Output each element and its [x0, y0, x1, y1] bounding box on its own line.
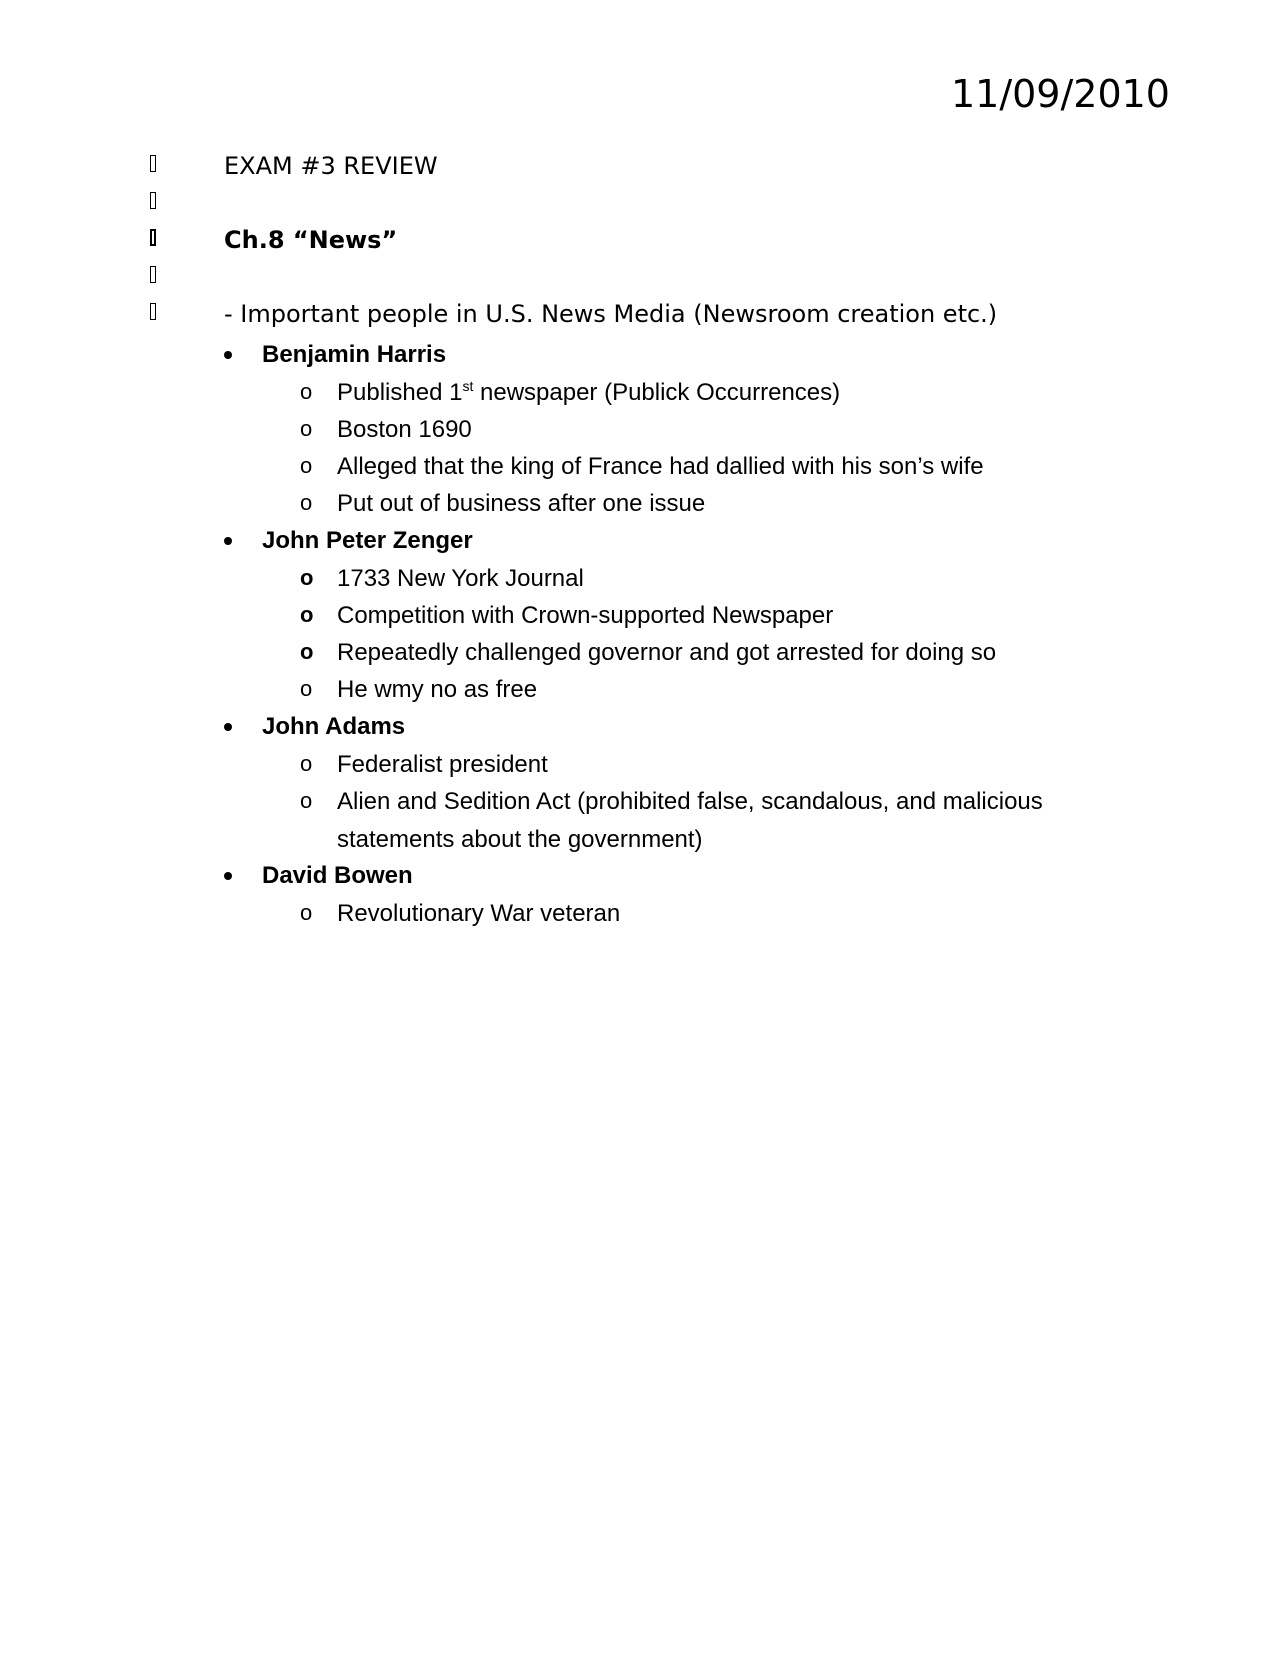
- circle-bullet-icon: o: [300, 565, 314, 590]
- outline-line-chapter: [0, 222, 1280, 258]
- list-item-text: Boston 1690: [337, 416, 472, 443]
- box-marker-icon: [150, 229, 156, 246]
- outline-line-empty: [0, 259, 1280, 295]
- bullet-icon: [224, 537, 232, 545]
- exam-title: EXAM #3 REVIEW: [224, 152, 438, 180]
- list-item-text: Put out of business after one issue: [337, 490, 706, 517]
- circle-bullet-icon: o: [300, 379, 313, 404]
- circle-bullet-icon: o: [300, 751, 313, 776]
- list-item-text: 1733 New York Journal: [337, 565, 584, 592]
- list-item-text: Federalist president: [337, 751, 548, 778]
- person-name: John Adams: [262, 713, 406, 740]
- circle-bullet-icon: o: [300, 490, 313, 515]
- list-item-text: Published 1st newspaper (Publick Occurrences): [337, 378, 841, 406]
- list-item-text: He wmy no as free: [337, 676, 538, 703]
- person-name: Benjamin Harris: [262, 341, 447, 368]
- document-date: 11/09/2010: [950, 72, 1170, 116]
- list-item-text: Repeatedly challenged governor and got arrested for doing so: [337, 639, 997, 666]
- box-marker-icon: [150, 266, 156, 283]
- topic-line: - Important people in U.S. News Media (Newsroom creation etc.): [224, 300, 998, 328]
- list-item-text: Revolutionary War veteran: [337, 900, 621, 927]
- bullet-icon: [224, 723, 232, 731]
- chapter-heading: Ch.8 “News”: [224, 226, 398, 254]
- outline-line-topic: [0, 296, 1280, 332]
- circle-bullet-icon: o: [300, 900, 313, 925]
- circle-bullet-icon: o: [300, 416, 313, 441]
- circle-bullet-icon: o: [300, 602, 314, 627]
- list-item-text: Alien and Sedition Act (prohibited false, scandalous, and malicious statements about the government): [337, 788, 1043, 853]
- box-marker-icon: [150, 303, 156, 320]
- circle-bullet-icon: o: [300, 788, 313, 813]
- box-marker-icon: [150, 155, 156, 172]
- person-name: John Peter Zenger: [262, 527, 473, 554]
- box-marker-icon: [150, 192, 156, 209]
- outline-line-empty: [0, 185, 1280, 221]
- circle-bullet-icon: o: [300, 453, 313, 478]
- circle-bullet-icon: o: [300, 676, 313, 701]
- outline-line-title: [0, 148, 1280, 184]
- person-name: David Bowen: [262, 862, 413, 889]
- circle-bullet-icon: o: [300, 639, 314, 664]
- bullet-icon: [224, 872, 232, 880]
- list-item-text: Competition with Crown-supported Newspaper: [337, 602, 834, 629]
- bullet-icon: [224, 351, 232, 359]
- list-item-text: Alleged that the king of France had dallied with his son’s wife: [337, 453, 984, 480]
